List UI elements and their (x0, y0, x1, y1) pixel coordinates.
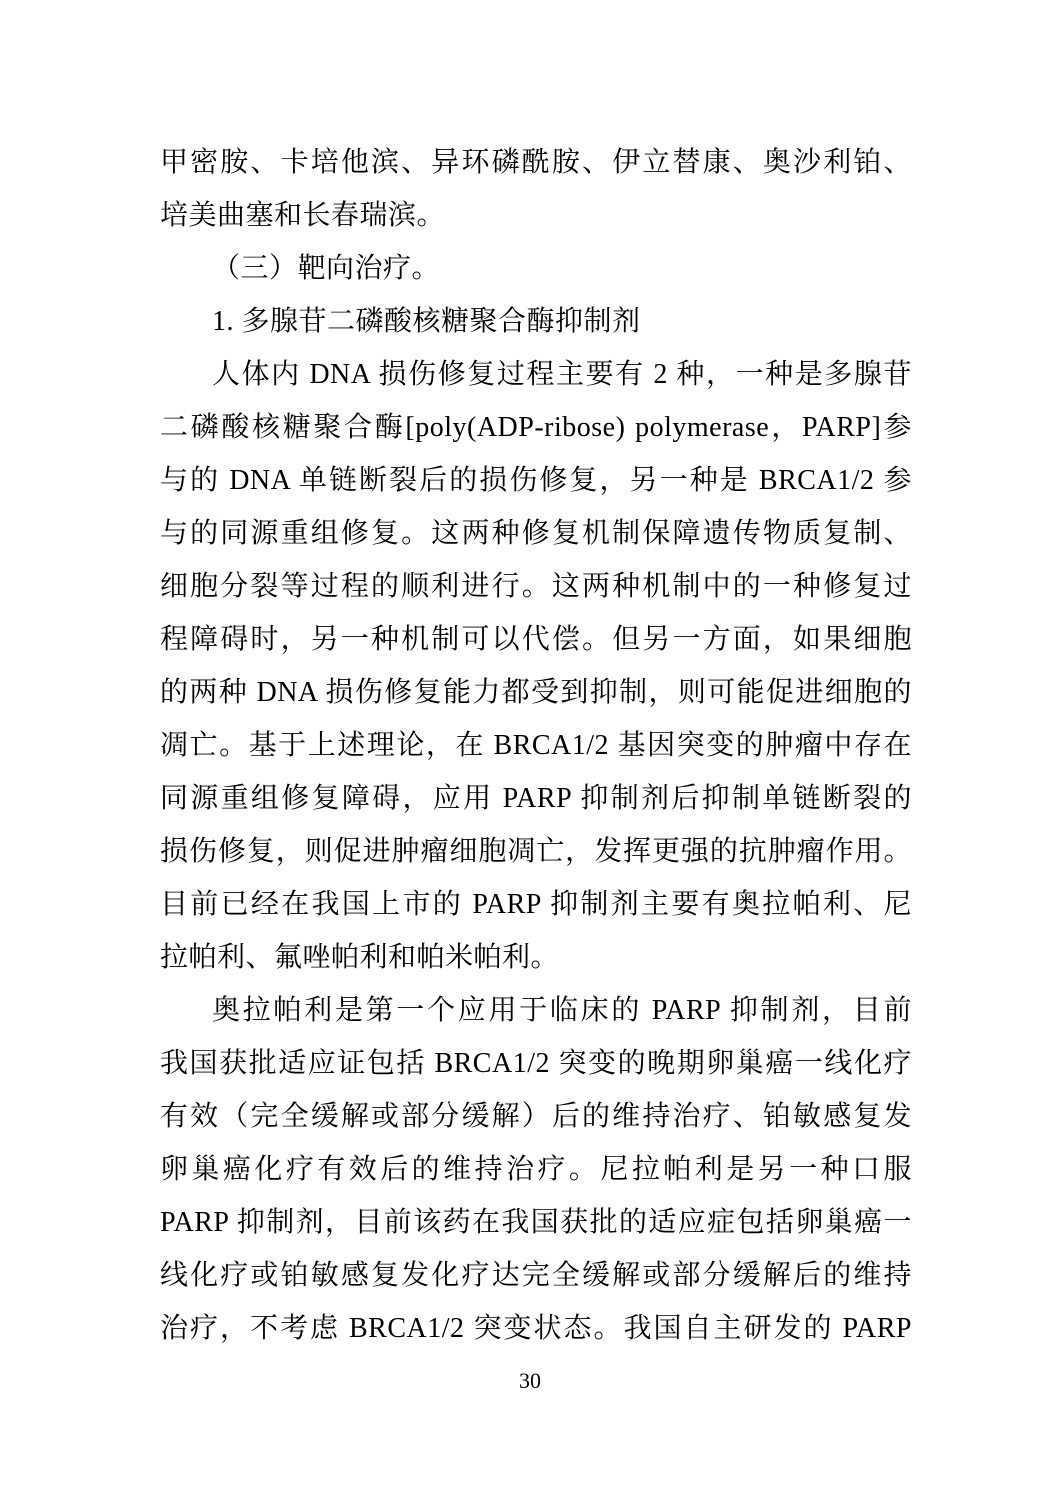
body-text-line: 卵巢癌化疗有效后的维持治疗。尼拉帕利是另一种口服 (160, 1154, 912, 1185)
body-text-line: 治疗，不考虑 BRCA1/2 突变状态。我国自主研发的 PARP (160, 1313, 912, 1344)
body-text-line: 损伤修复，则促进肿瘤细胞凋亡，发挥更强的抗肿瘤作用。 (160, 836, 912, 867)
subsection-heading: 1. 多腺苷二磷酸核糖聚合酶抑制剂 (212, 306, 641, 337)
body-text-line: 与的同源重组修复。这两种修复机制保障遗传物质复制、 (160, 518, 912, 549)
body-text-line: 凋亡。基于上述理论，在 BRCA1/2 基因突变的肿瘤中存在 (160, 730, 912, 761)
body-text-line: PARP 抑制剂，目前该药在我国获批的适应症包括卵巢癌一 (160, 1207, 912, 1238)
body-text-line: 有效（完全缓解或部分缓解）后的维持治疗、铂敏感复发 (160, 1101, 912, 1132)
body-text-line: 细胞分裂等过程的顺利进行。这两种机制中的一种修复过 (160, 571, 912, 602)
body-text-line: 培美曲塞和长春瑞滨。 (160, 200, 446, 231)
body-text-line: 目前已经在我国上市的 PARP 抑制剂主要有奥拉帕利、尼 (160, 889, 912, 920)
page-number: 30 (519, 1368, 541, 1393)
body-text-line: 我国获批适应证包括 BRCA1/2 突变的晚期卵巢癌一线化疗 (160, 1048, 912, 1079)
body-text-line: 与的 DNA 单链断裂后的损伤修复，另一种是 BRCA1/2 参 (160, 465, 912, 496)
body-text-line: 奥拉帕利是第一个应用于临床的 PARP 抑制剂，目前 (212, 995, 912, 1026)
section-heading: （三）靶向治疗。 (212, 253, 441, 284)
body-text-line: 线化疗或铂敏感复发化疗达完全缓解或部分缓解后的维持 (160, 1260, 912, 1291)
body-text-line: 甲密胺、卡培他滨、异环磷酰胺、伊立替康、奥沙利铂、 (160, 147, 912, 178)
body-text-line: 拉帕利、氟唑帕利和帕米帕利。 (160, 942, 560, 973)
document-text-block (160, 136, 912, 1355)
body-text-line: 二磷酸核糖聚合酶[poly(ADP-ribose) polymerase，PARP]参 (160, 412, 912, 443)
body-text-line: 的两种 DNA 损伤修复能力都受到抑制，则可能促进细胞的 (160, 677, 912, 708)
body-text-line: 同源重组修复障碍，应用 PARP 抑制剂后抑制单链断裂的 (160, 783, 912, 814)
body-text-line: 程障碍时，另一种机制可以代偿。但另一方面，如果细胞 (160, 624, 912, 655)
body-text-line: 人体内 DNA 损伤修复过程主要有 2 种，一种是多腺苷 (212, 359, 912, 390)
